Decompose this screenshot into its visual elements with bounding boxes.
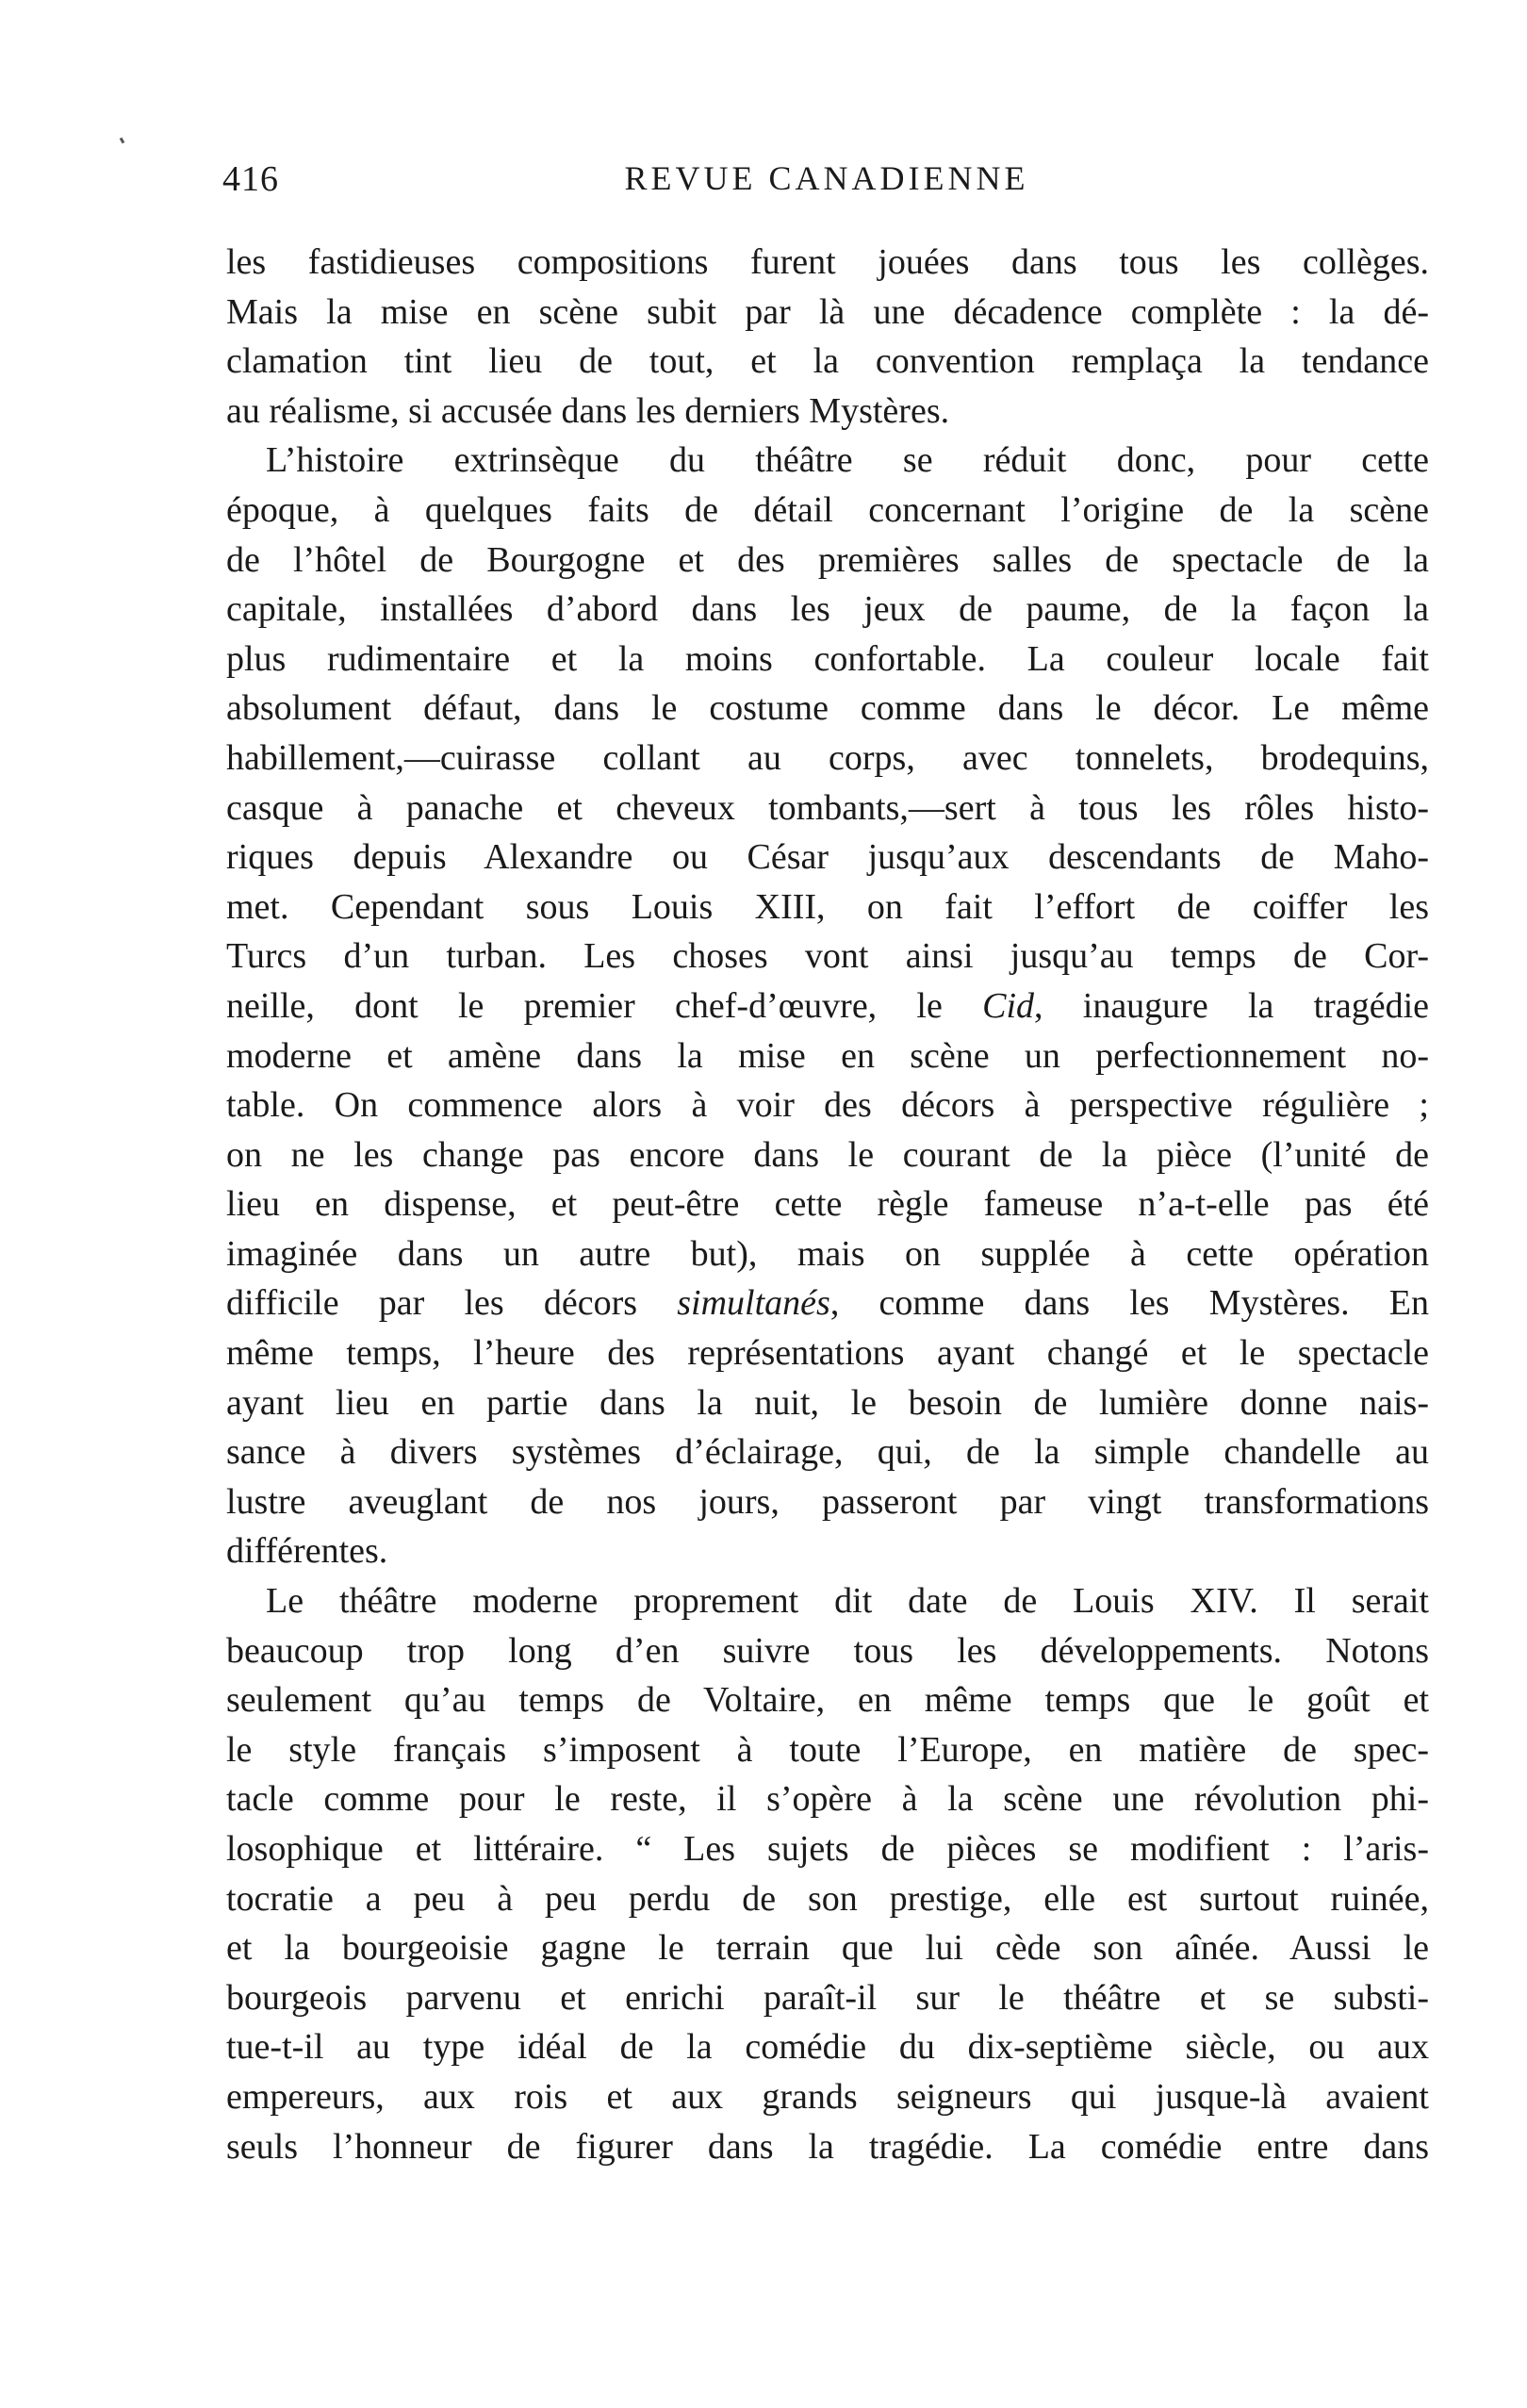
text-line: met. Cependant sous Louis XIII, on fait l’effort de coiffer les [226, 886, 1429, 927]
text-line [226, 1278, 1429, 1328]
text-line: seuls l’honneur de figurer dans la tragédie. La comédie entre dans [226, 2126, 1429, 2167]
text-line: Turcs d’un turban. Les choses vont ainsi jusqu’au temps de Cor- [226, 936, 1429, 977]
text-line: empereurs, aux rois et aux grands seigneurs qui jusque-là avaient [226, 2076, 1429, 2117]
text-line [226, 981, 1429, 1031]
text-line: même temps, l’heure des représentations ayant changé et le spectacle [226, 1333, 1429, 1374]
running-head [222, 158, 1431, 206]
text-line: tocratie a peu à peu perdu de son prestige, elle est surtout ruinée, [226, 1878, 1429, 1919]
page-number: 416 [222, 159, 279, 199]
text-run: , comme dans les Mystères. En [829, 1283, 1429, 1324]
text-line: table. On commence alors à voir des décors à perspective régulière ; [226, 1085, 1429, 1126]
text-line: tacle comme pour le reste, il s’opère à la scène une révolution phi- [226, 1779, 1429, 1820]
text-line: les fastidieuses compositions furent jouées dans tous les collèges. [226, 242, 1429, 282]
text-line: tue-t-il au type idéal de la comédie du dix-septième siècle, ou aux [226, 2027, 1429, 2068]
text-line: beaucoup trop long d’en suivre tous les développements. Notons [226, 1630, 1429, 1671]
text-run: , inaugure la tragédie [1034, 985, 1429, 1026]
text-line: imaginée dans un autre but), mais on supplée à cette opération [226, 1233, 1429, 1274]
text-line: plus rudimentaire et la moins confortable. La couleur locale fait [226, 638, 1429, 679]
journal-title: REVUE CANADIENNE [624, 159, 1029, 197]
italic-title: Cid [982, 985, 1035, 1026]
text-line: le style français s’imposent à toute l’Europe, en matière de spec- [226, 1729, 1429, 1770]
text-line: sance à divers systèmes d’éclairage, qui, de la simple chandelle au [226, 1432, 1429, 1473]
text-line: clamation tint lieu de tout, et la convention remplaça la tendance [226, 341, 1429, 382]
italic-term: simultanés [677, 1283, 830, 1324]
text-line: L’histoire extrinsèque du théâtre se réduit donc, pour cette [266, 440, 1429, 481]
text-line: habillement,—cuirasse collant au corps, avec tonnelets, brodequins, [226, 737, 1429, 778]
text-line: moderne et amène dans la mise en scène un perfectionnement no- [226, 1035, 1429, 1076]
text-run: neille, dont le premier chef-d’œuvre, le [226, 985, 983, 1026]
body-text [226, 238, 1429, 2171]
text-line: capitale, installées d’abord dans les jeux de paume, de la façon la [226, 589, 1429, 630]
text-line: et la bourgeoisie gagne le terrain que lui cède son aînée. Aussi le [226, 1928, 1429, 1969]
text-line: seulement qu’au temps de Voltaire, en même temps que le goût et [226, 1680, 1429, 1721]
text-line: riques depuis Alexandre ou César jusqu’aux descendants de Maho- [226, 837, 1429, 878]
text-line: lustre aveuglant de nos jours, passeront par vingt transformations [226, 1481, 1429, 1522]
text-line: Le théâtre moderne proprement dit date de Louis XIV. Il serait [266, 1581, 1429, 1622]
text-line: casque à panache et cheveux tombants,—sert à tous les rôles histo- [226, 787, 1429, 828]
text-line: époque, à quelques faits de détail concernant l’origine de la scène [226, 489, 1429, 530]
text-line: Mais la mise en scène subit par là une décadence complète : la dé- [226, 291, 1429, 332]
text-run: difficile par les décors [226, 1283, 678, 1324]
text-line: bourgeois parvenu et enrichi paraît-il sur le théâtre et se substi- [226, 1977, 1429, 2018]
text-line: différentes. [226, 1531, 388, 1572]
print-speck [120, 138, 125, 144]
text-line: losophique et littéraire. “ Les sujets de pièces se modifient : l’aris- [226, 1829, 1429, 1869]
text-line: absolument défaut, dans le costume comme dans le décor. Le même [226, 688, 1429, 729]
text-line: lieu en dispense, et peut-être cette règle fameuse n’a-t-elle pas été [226, 1184, 1429, 1225]
text-line: de l’hôtel de Bourgogne et des premières salles de spectacle de la [226, 539, 1429, 580]
text-line: ayant lieu en partie dans la nuit, le besoin de lumière donne nais- [226, 1382, 1429, 1423]
text-line: au réalisme, si accusée dans les derniers Mystères. [226, 390, 950, 431]
text-line: on ne les change pas encore dans le courant de la pièce (l’unité de [226, 1134, 1429, 1175]
